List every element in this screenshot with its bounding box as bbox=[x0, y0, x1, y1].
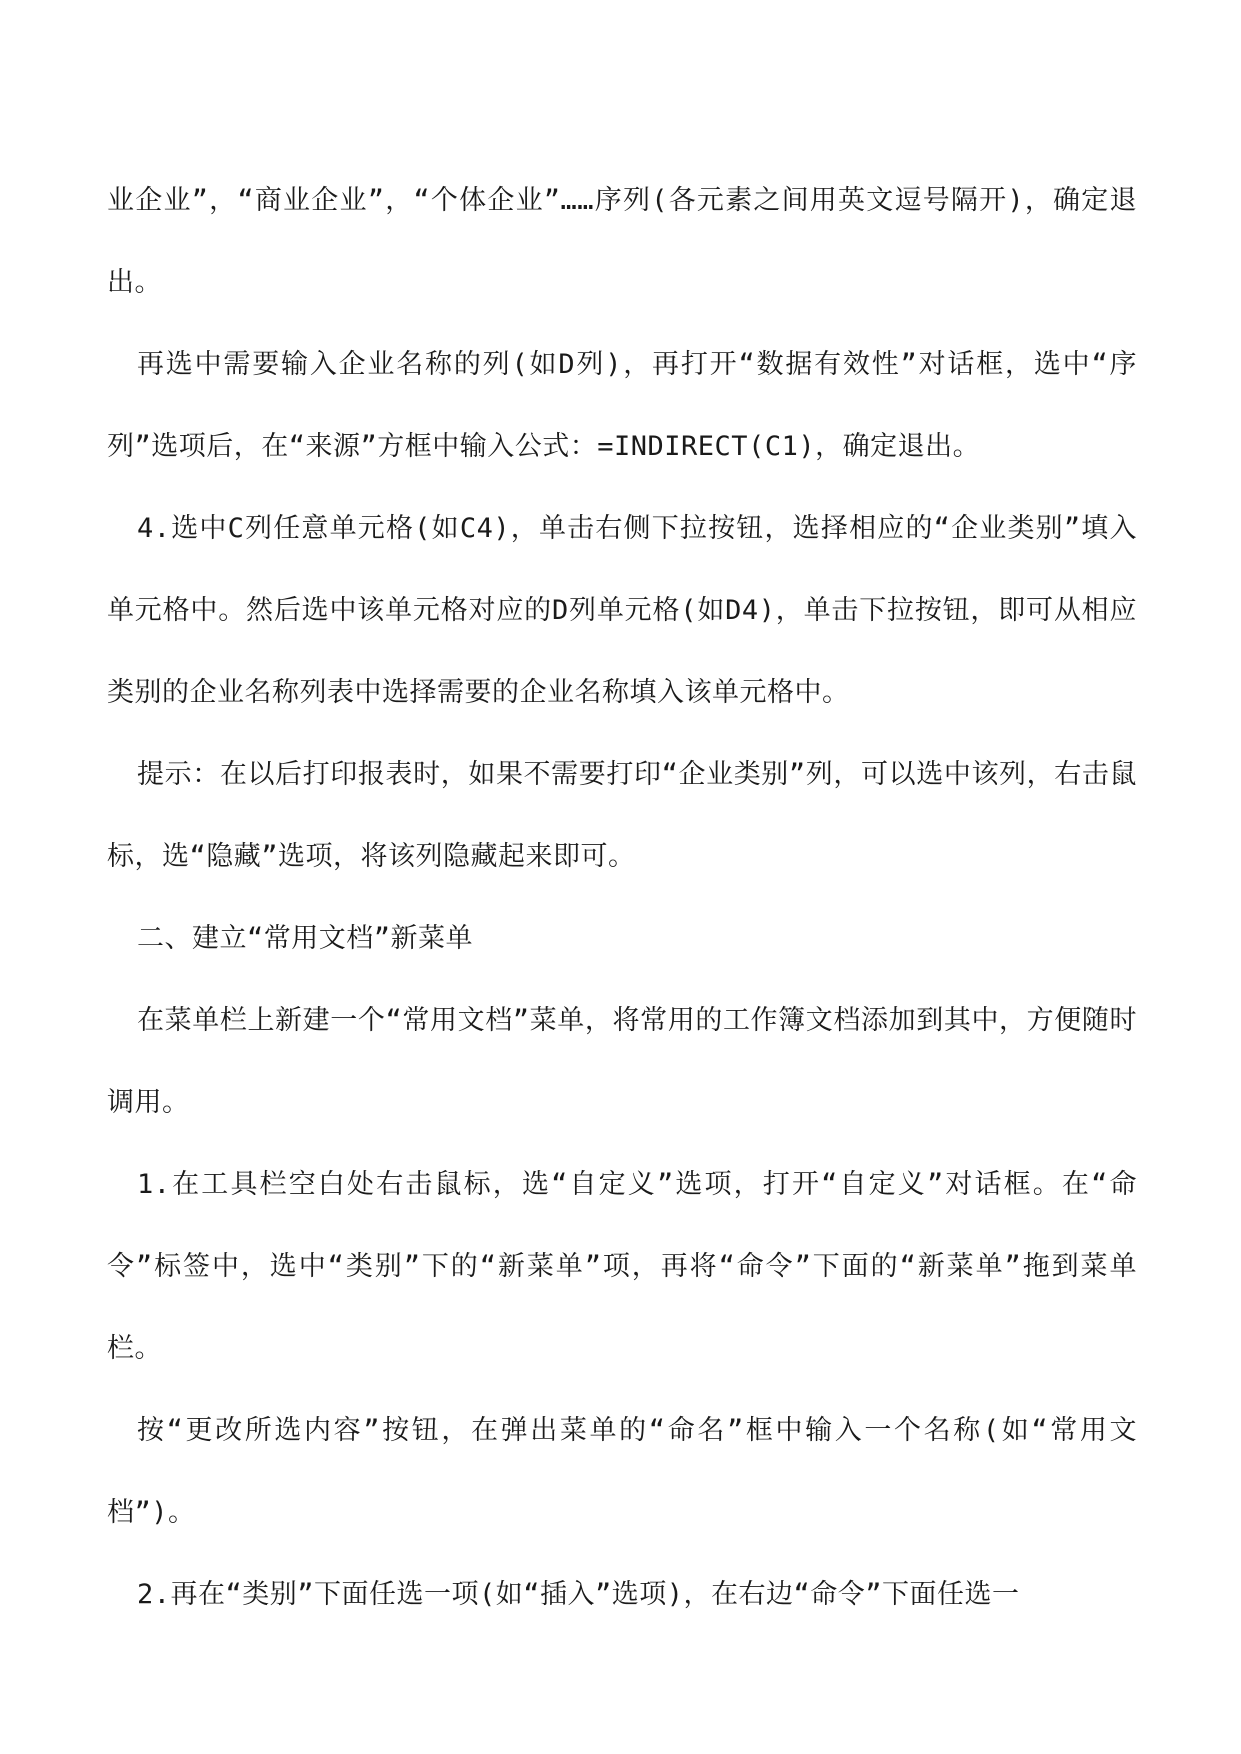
paragraph-2: 再选中需要输入企业名称的列(如D列)，再打开“数据有效性”对话框，选中“序列”选项后，在“来源”方框中输入公式：=INDIRECT(C1)，确定退出。 bbox=[107, 349, 1137, 462]
paragraph-8: 2.再在“类别”下面任选一项(如“插入”选项)，在右边“命令”下面任选一 bbox=[137, 1579, 1020, 1610]
paragraph-3: 4.选中C列任意单元格(如C4)，单击右侧下拉按钮，选择相应的“企业类别”填入单元格中。然后选中该单元格对应的D列单元格(如D4)，单击下拉按钮，即可从相应类别的企业名称列表中选择需要的企业名称填入该单元格中。 bbox=[107, 513, 1137, 708]
paragraph-5: 在菜单栏上新建一个“常用文档”菜单，将常用的工作簿文档添加到其中，方便随时调用。 bbox=[107, 1005, 1137, 1118]
section-heading: 二、建立“常用文档”新菜单 bbox=[137, 923, 474, 954]
paragraph-1: 业企业”，“商业企业”，“个体企业”……序列(各元素之间用英文逗号隔开)，确定退出。 bbox=[107, 185, 1137, 298]
document-body bbox=[107, 160, 1137, 1636]
paragraph-7: 按“更改所选内容”按钮，在弹出菜单的“命名”框中输入一个名称(如“常用文档”)。 bbox=[107, 1415, 1137, 1528]
paragraph-6: 1.在工具栏空白处右击鼠标，选“自定义”选项，打开“自定义”对话框。在“命令”标签中，选中“类别”下的“新菜单”项，再将“命令”下面的“新菜单”拖到菜单栏。 bbox=[107, 1169, 1137, 1364]
paragraph-4: 提示：在以后打印报表时，如果不需要打印“企业类别”列，可以选中该列，右击鼠标，选“隐藏”选项，将该列隐藏起来即可。 bbox=[107, 759, 1137, 872]
